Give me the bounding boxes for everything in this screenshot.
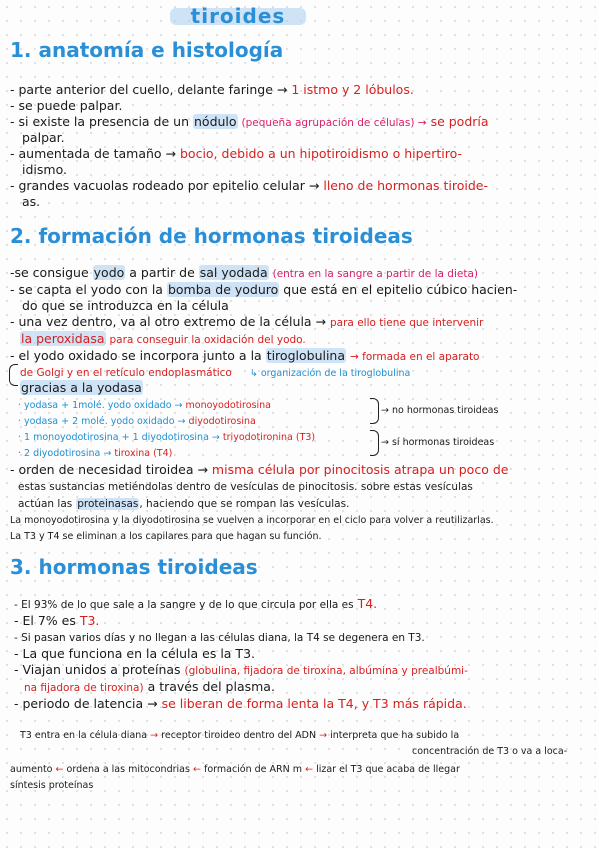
s3-line-2 (14, 613, 99, 629)
s2-l2c: que está en el epitelio cúbico hacien- (283, 282, 518, 297)
s2-l5a: la peroxidasa (21, 331, 105, 346)
s2-line-2 (10, 282, 517, 298)
page-title: tiroides (168, 5, 308, 27)
flow-step-1: T3 entra en la célula diana (20, 730, 148, 741)
s2-l6c: → formada en el aparato (350, 351, 480, 363)
s3-l1a: - El 93% de lo que sale a la sangre y de lo que circula por ella es (14, 599, 354, 611)
s2-l6b: tiroglobulina (266, 348, 346, 363)
arrow-right-icon: → (150, 730, 159, 741)
s2-l11b: proteinasas (77, 498, 139, 510)
s3-line-1 (14, 596, 377, 613)
s1-line-5 (10, 178, 488, 194)
s3-line-4: - La que funciona en la célula es la T3. (14, 646, 255, 661)
s1-l5a: - grandes vacuolas rodeado por epitelio celular → (10, 178, 320, 193)
s2-l7b: ↳ organización de la tiroglobulina (249, 368, 411, 379)
flow-step-5: ordena a las mitocondrias (66, 764, 190, 775)
s1-line-1 (10, 82, 414, 98)
s2-l7a: de Golgi y en el retículo endoplasmático (20, 367, 232, 379)
s3-line-5 (14, 662, 468, 679)
s1-l1b: 1 istmo y 2 lóbulos. (291, 82, 414, 97)
s3-l7b: se liberan de forma lenta la T4, y T3 más rápida. (161, 696, 467, 711)
s1-l4b: bocio, debido a un hipotiroidismo o hipertiro- (179, 146, 463, 161)
s3-l6b: a través del plasma. (147, 679, 275, 694)
s2-line-3: do que se introduzca en la célula (22, 298, 229, 313)
brace-2 (370, 430, 379, 456)
flow-line-1 (20, 728, 459, 744)
arrow-left-icon: ← (55, 764, 64, 775)
s2-line-1 (10, 265, 478, 282)
s1-l4a: - aumentada de tamaño → (10, 146, 176, 161)
s2-l1e: (entra en la sangre a partir de la dieta) (272, 268, 478, 280)
section-2-heading: 2. formación de hormonas tiroideas (10, 224, 413, 248)
s2-bullet-2 (18, 414, 256, 430)
s2-line-6 (10, 348, 479, 365)
s2-b3b: triyodotironina (T3) (222, 432, 316, 443)
s2-l1a: -se consigue (10, 265, 89, 280)
flow-line-3 (10, 762, 460, 778)
s3-l2b: T3. (79, 613, 100, 628)
s1-line-4b: idismo. (22, 162, 67, 177)
s2-l1d: sal yodada (199, 265, 268, 280)
s3-line-7 (14, 696, 467, 712)
s2-l5b: para conseguir la oxidación del yodo. (109, 334, 306, 346)
flow-step-3-cont: lizar el T3 que acaba de llegar (316, 764, 460, 775)
s2-l9b: misma célula por pinocitosis atrapa un poco de (211, 462, 509, 477)
s2-l4a: - una vez dentro, va al otro extremo de la célula → (10, 314, 327, 329)
flow-step-6: aumento (10, 764, 53, 775)
s3-line-3: - Si pasan varios días y no llegan a las células diana, la T4 se degenera en T3. (14, 632, 425, 644)
arrow-left-icon: ← (192, 764, 201, 775)
flow-line-2: concentración de T3 o va a loca- (412, 746, 568, 757)
s2-b1b: monoyodotirosina (185, 400, 271, 411)
s2-l11a: actúan las (18, 498, 73, 510)
s2-line-12: La monoyodotirosina y la diyodotirosina se vuelven a incorporar en el ciclo para volver a reutilizarlas. (10, 515, 494, 526)
s2-line-13: La T3 y T4 se eliminan a los capilares para que hagan su función. (10, 531, 322, 542)
section-1-heading: 1. anatomía e histología (10, 38, 284, 62)
s3-l2a: - El 7% es (14, 613, 76, 628)
s3-l7a: - periodo de latencia → (14, 696, 158, 711)
s3-l5a: - Viajan unidos a proteínas (14, 662, 181, 677)
s2-l1c: a partir de (129, 265, 195, 280)
s2-l4b: para ello tiene que intervenir (330, 317, 484, 329)
s2-b4a: · 2 diyodotirosina → (18, 448, 112, 459)
s2-b3a: · 1 monoyodotirosina + 1 diyodotirosina → (18, 432, 220, 443)
s3-l1b: T4. (357, 596, 378, 611)
s2-b1a: · yodasa + 1molé. yodo oxidado → (18, 400, 183, 411)
s2-line-11 (18, 495, 349, 512)
s1-l1a: - parte anterior del cuello, delante faringe → (10, 82, 288, 97)
s1-l3d: se podría (430, 114, 489, 129)
s2-line-5 (20, 331, 306, 348)
s1-line-2: - se puede palpar. (10, 98, 123, 113)
brace-1 (370, 398, 379, 424)
flow-line-4: síntesis proteínas (10, 780, 94, 791)
s2-bullet-4 (18, 446, 172, 462)
s3-l6a: na fijadora de tiroxina) (24, 682, 144, 694)
s2-l2a: - se capta el yodo con la (10, 282, 163, 297)
s1-line-3b: palpar. (22, 130, 65, 145)
s1-l3c: (pequeña agrupación de células) → (241, 117, 427, 129)
s2-l6a: - el yodo oxidado se incorpora junto a la (10, 348, 262, 363)
s3-l5b: (globulina, fijadora de tiroxina, albúmina y prealbúmi- (184, 665, 468, 677)
arrow-left-icon: ← (305, 764, 314, 775)
s2-line-9 (10, 462, 508, 478)
flow-step-4: formación de ARN m (203, 764, 303, 775)
s2-line-4 (10, 314, 483, 331)
s1-line-4 (10, 146, 462, 162)
s1-l3b: nódulo (194, 114, 237, 129)
s1-line-5b: as. (22, 194, 41, 209)
s2-l9a: - orden de necesidad tiroidea → (10, 462, 208, 477)
s2-bullet-1 (18, 398, 271, 414)
s2-line-10: estas sustancias metiéndolas dentro de vesículas de pinocitosis. sobre estas vesículas (18, 481, 473, 493)
s2-line-8 (20, 380, 143, 396)
s2-l2b: bomba de yoduro (167, 282, 279, 297)
s1-l3a: - si existe la presencia de un (10, 114, 190, 129)
s2-l8: gracias a la yodasa (21, 380, 142, 395)
s2-l11c: , haciendo que se rompan las vesículas. (139, 498, 350, 510)
section-3-heading: 3. hormonas tiroideas (10, 555, 258, 579)
s2-l1b: yodo (93, 265, 125, 280)
s2-b2b: diyodotirosina (188, 416, 256, 427)
s2-b4b: tiroxina (T4) (114, 448, 173, 459)
brace-2-label: → sí hormonas tiroideas (381, 437, 495, 448)
flow-step-3: interpreta que ha subido la (330, 730, 460, 741)
s2-b2a: · yodasa + 2 molé. yodo oxidado → (18, 416, 186, 427)
s1-line-3 (10, 114, 489, 131)
arrow-right-icon: → (319, 730, 328, 741)
bracket-mark (9, 364, 18, 386)
s3-line-6 (24, 679, 275, 696)
brace-1-label: → no hormonas tiroideas (381, 405, 499, 416)
flow-step-2: receptor tiroideo dentro del ADN (161, 730, 317, 741)
s2-bullet-3 (18, 430, 315, 446)
s1-l5b: lleno de hormonas tiroide- (323, 178, 488, 193)
